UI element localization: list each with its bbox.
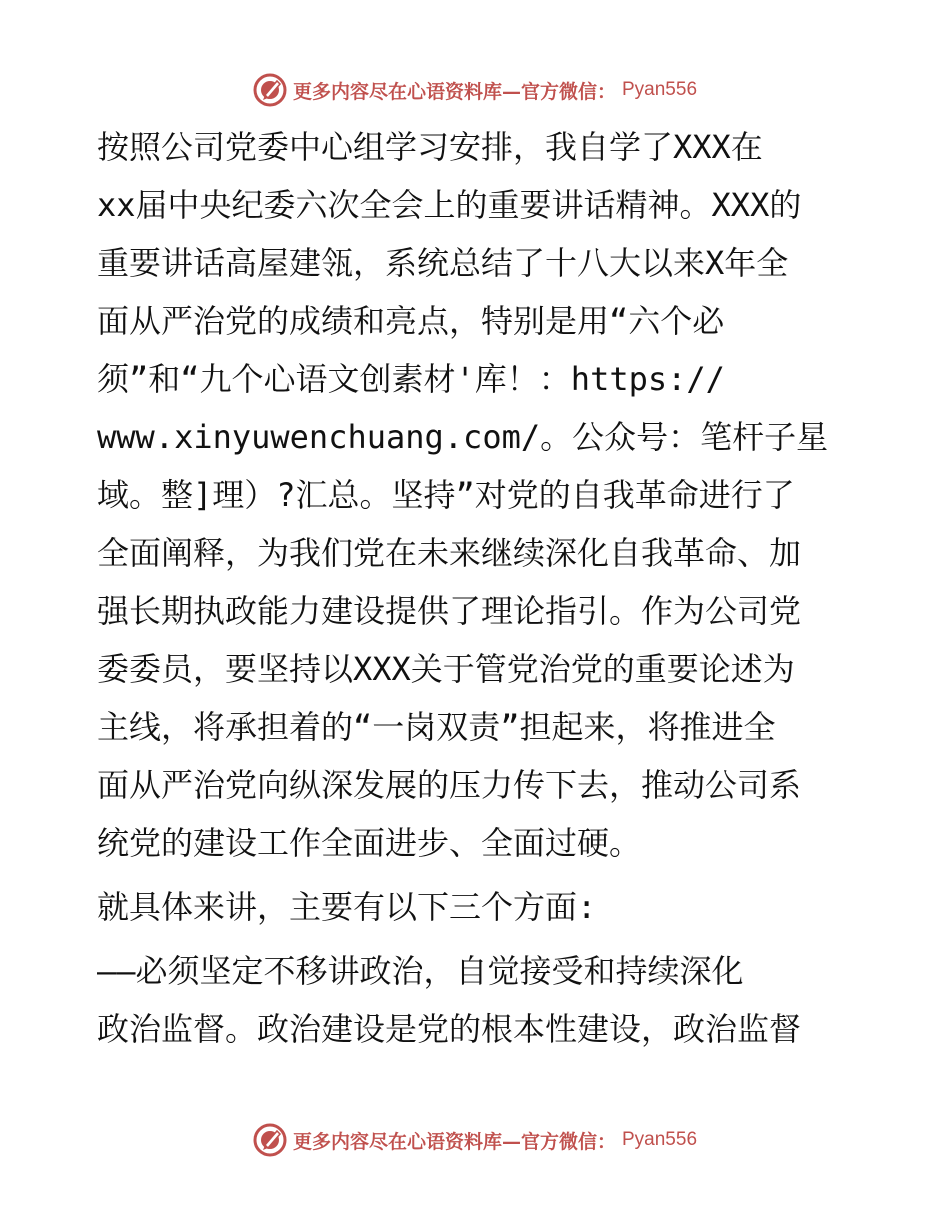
footer-banner	[0, 1118, 950, 1162]
header-banner	[0, 68, 950, 112]
paragraph-point-one: ——必须坚定不移讲政治，自觉接受和持续深化 政治监督。政治建设是党的根本性建设，政治监督	[97, 952, 802, 1048]
footer-banner-text: 更多内容尽在心语资料库—官方微信：	[292, 1130, 616, 1153]
document-body	[97, 118, 857, 1058]
paragraph-summary: 就具体来讲，主要有以下三个方面:	[97, 888, 597, 926]
header-banner-text: 更多内容尽在心语资料库—官方微信：	[292, 80, 616, 103]
footer-banner-contact: Pyan556	[622, 1129, 698, 1150]
brand-logo-icon	[253, 73, 287, 107]
header-banner-contact: Pyan556	[622, 79, 698, 100]
brand-logo-icon	[253, 1123, 287, 1157]
paragraph-intro: 按照公司党委中心组学习安排，我自学了XXX在 xx届中央纪委六次全会上的重要讲话精神。XXX的 重要讲话高屋建瓴，系统总结了十八大以来X年全 面从严治党的成绩和亮点，特别是用“六个必 须”和“九个心语文创素材'库！：https:// www.xinyuwenchuang.com/。公众号：笔杆子星 域。整]理）?汇总。坚持”对党的自我革命进行了 全面阐释，为我们党在未来继续深化自我革命、加 强长期执政能力建设提供了理论指引。作为公司党 委委员，要坚持以XXX关于管党治党的重要论述为 主线，将承担着的“一岗双责”担起来，将推进全 面从严治党向纵深发展的压力传下去，推动公司系 统党的建设工作全面进步、全面过硬。	[97, 128, 829, 862]
